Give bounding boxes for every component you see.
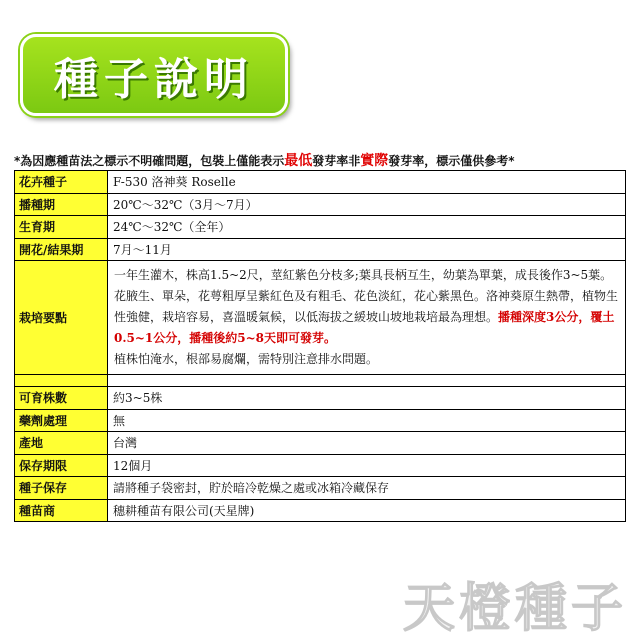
row-value: 請將種子袋密封，貯於暗冷乾燥之處或冰箱冷藏保存 (108, 477, 626, 500)
table-row (15, 171, 626, 194)
cultivation-text (108, 261, 626, 375)
seed-spec-table (14, 170, 626, 522)
row-value: F-530 洛神葵 Roselle (108, 171, 626, 194)
table-row (15, 216, 626, 239)
row-value: 約3~5株 (108, 387, 626, 410)
notice-emphasis-lowest: 最低 (284, 153, 313, 169)
row-value: 無 (108, 409, 626, 432)
row-key: 栽培要點 (15, 261, 108, 375)
row-key: 產地 (15, 432, 108, 455)
table-spacer (15, 375, 626, 387)
row-key: 播種期 (15, 193, 108, 216)
row-key: 可育株數 (15, 387, 108, 410)
row-key: 花卉種子 (15, 171, 108, 194)
row-key: 生育期 (15, 216, 108, 239)
row-key: 保存期限 (15, 454, 108, 477)
table-row (15, 193, 626, 216)
row-value: 7月～11月 (108, 238, 626, 261)
row-value: 24℃～32℃（全年） (108, 216, 626, 239)
table-row (15, 432, 626, 455)
table-row (15, 409, 626, 432)
cultivation-sowing-emphasis: 播種深度3公分，覆土0.5~1公分，播種後約5~8天即可發芽。 (114, 310, 615, 345)
row-key: 種子保存 (15, 477, 108, 500)
row-value: 20℃～32℃（3月～7月） (108, 193, 626, 216)
cultivation-text-1: 一年生灌木，株高1.5~2尺，莖紅紫色分枝多;葉具長柄互生，幼葉為單葉，成長後作3~5葉。花腋生、單朵，花萼粗厚呈紫紅色及有粗毛、花色淡紅，花心紫黑色。洛神葵原生熱帶，植物生性強健，栽培容易，喜溫暖氣候，以低海拔之緩坡山坡地栽培最為理想。 (114, 268, 619, 324)
row-value: 12個月 (108, 454, 626, 477)
row-value: 穗耕種苗有限公司(天星牌) (108, 499, 626, 522)
table-row (15, 499, 626, 522)
notice-text-1: *為因應種苗法之標示不明確問題，包裝上僅能表示 (14, 154, 285, 168)
table-row-cultivation (15, 261, 626, 375)
table-row (15, 238, 626, 261)
cultivation-text-2: 植株怕淹水，根部易腐爛，需特別注意排水問題。 (114, 352, 379, 366)
row-value: 台灣 (108, 432, 626, 455)
table-row (15, 477, 626, 500)
row-key: 藥劑處理 (15, 409, 108, 432)
table-row (15, 387, 626, 410)
notice-text-3: 發芽率，標示僅供參考* (388, 154, 515, 168)
notice-text-2: 發芽率非 (312, 154, 361, 168)
notice-emphasis-actual: 實際 (360, 153, 389, 169)
brand-watermark: 天橙種子 (402, 579, 627, 639)
germination-notice (14, 150, 626, 170)
row-key: 種苗商 (15, 499, 108, 522)
page-title: 種子說明 (20, 34, 288, 116)
table-row (15, 454, 626, 477)
row-key: 開花/結果期 (15, 238, 108, 261)
